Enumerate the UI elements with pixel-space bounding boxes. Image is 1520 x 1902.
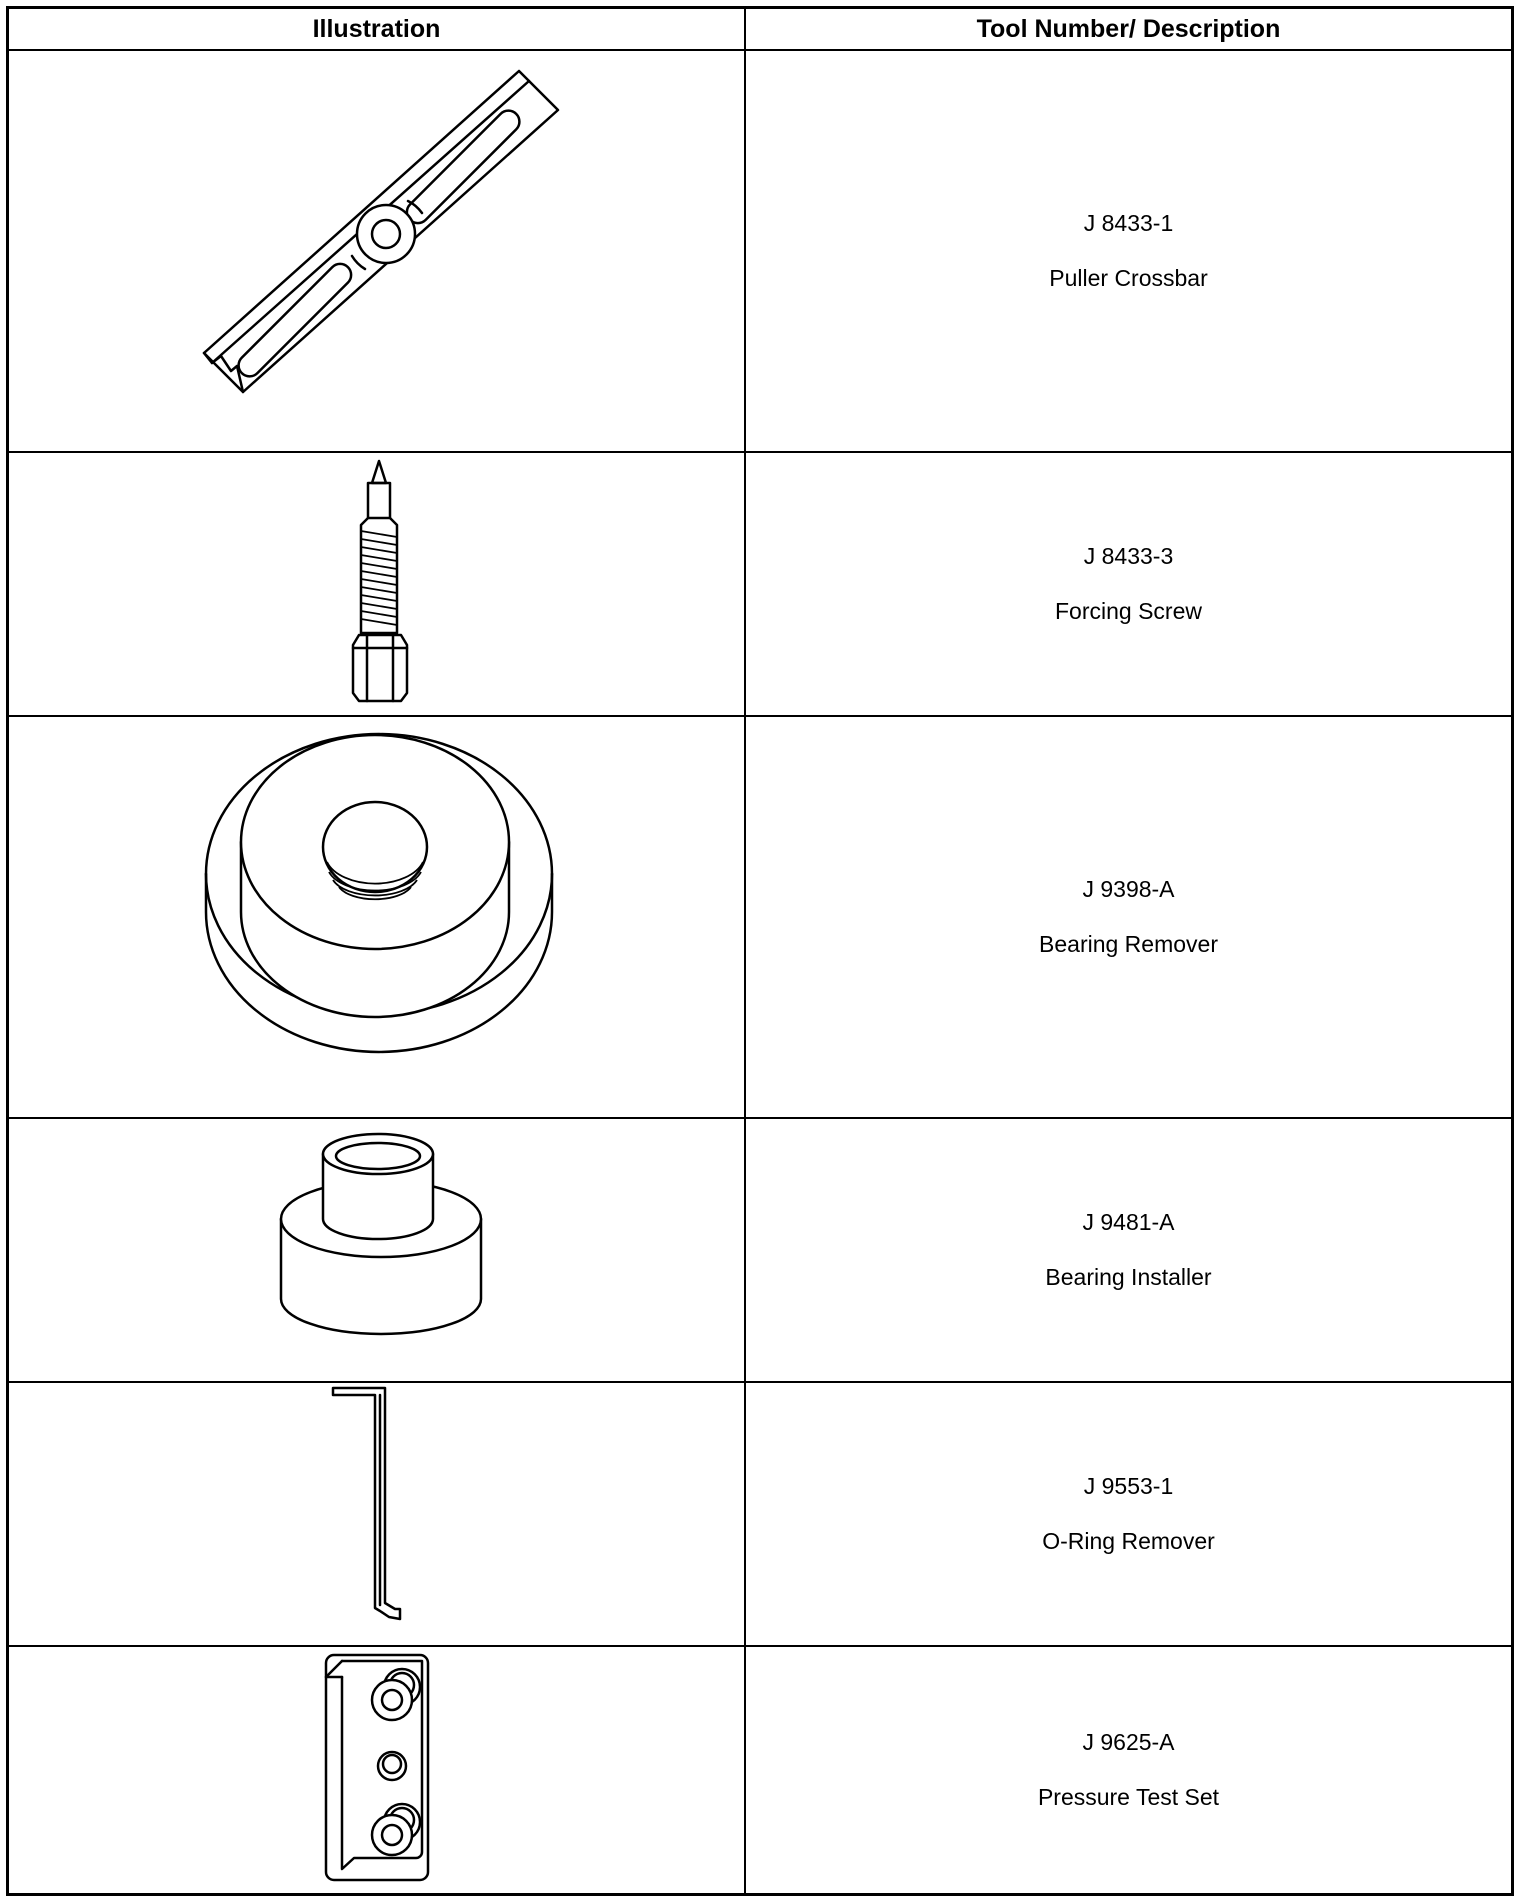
tool-number: J 9553-1 (1083, 1473, 1174, 1499)
bearing-installer-icon (9, 1119, 744, 1381)
illustration-cell (9, 1647, 744, 1893)
table-row (9, 1645, 1511, 1893)
illustration-cell (9, 51, 744, 451)
illustration-cell (9, 453, 744, 715)
header-tool-number-description: Tool Number/ Description (976, 14, 1281, 43)
o-ring-remover-icon (9, 1383, 744, 1645)
tool-name: Pressure Test Set (1037, 1784, 1220, 1810)
tool-description-cell (746, 51, 1511, 451)
illustration-cell (9, 717, 744, 1117)
tool-description-cell (746, 1647, 1511, 1893)
table-row (9, 715, 1511, 1117)
tool-number: J 8433-3 (1083, 543, 1174, 569)
tool-description-cell (746, 717, 1511, 1117)
tool-number: J 8433-1 (1083, 210, 1174, 236)
tool-description-cell (746, 453, 1511, 715)
bearing-remover-icon (9, 717, 744, 1117)
tool-description-cell (746, 1383, 1511, 1645)
puller-crossbar-icon (9, 51, 744, 451)
header-illustration: Illustration (312, 14, 441, 43)
illustration-cell (9, 1383, 744, 1645)
special-tools-table (6, 6, 1514, 1896)
table-row (9, 1381, 1511, 1645)
tool-name: O-Ring Remover (1042, 1528, 1215, 1554)
illustration-cell (9, 1119, 744, 1381)
tool-name: Puller Crossbar (1049, 265, 1208, 291)
forcing-screw-icon (9, 453, 744, 715)
tool-name: Forcing Screw (1055, 598, 1202, 624)
tool-description-cell (746, 1119, 1511, 1381)
table-row (9, 1117, 1511, 1381)
table-row (9, 49, 1511, 451)
tool-number: J 9625-A (1082, 1729, 1175, 1755)
tool-name: Bearing Installer (1045, 1264, 1212, 1290)
table-row (9, 451, 1511, 715)
tool-number: J 9398-A (1082, 876, 1175, 902)
tool-name: Bearing Remover (1039, 931, 1218, 957)
pressure-test-set-icon (9, 1647, 744, 1893)
tool-number: J 9481-A (1082, 1209, 1175, 1235)
